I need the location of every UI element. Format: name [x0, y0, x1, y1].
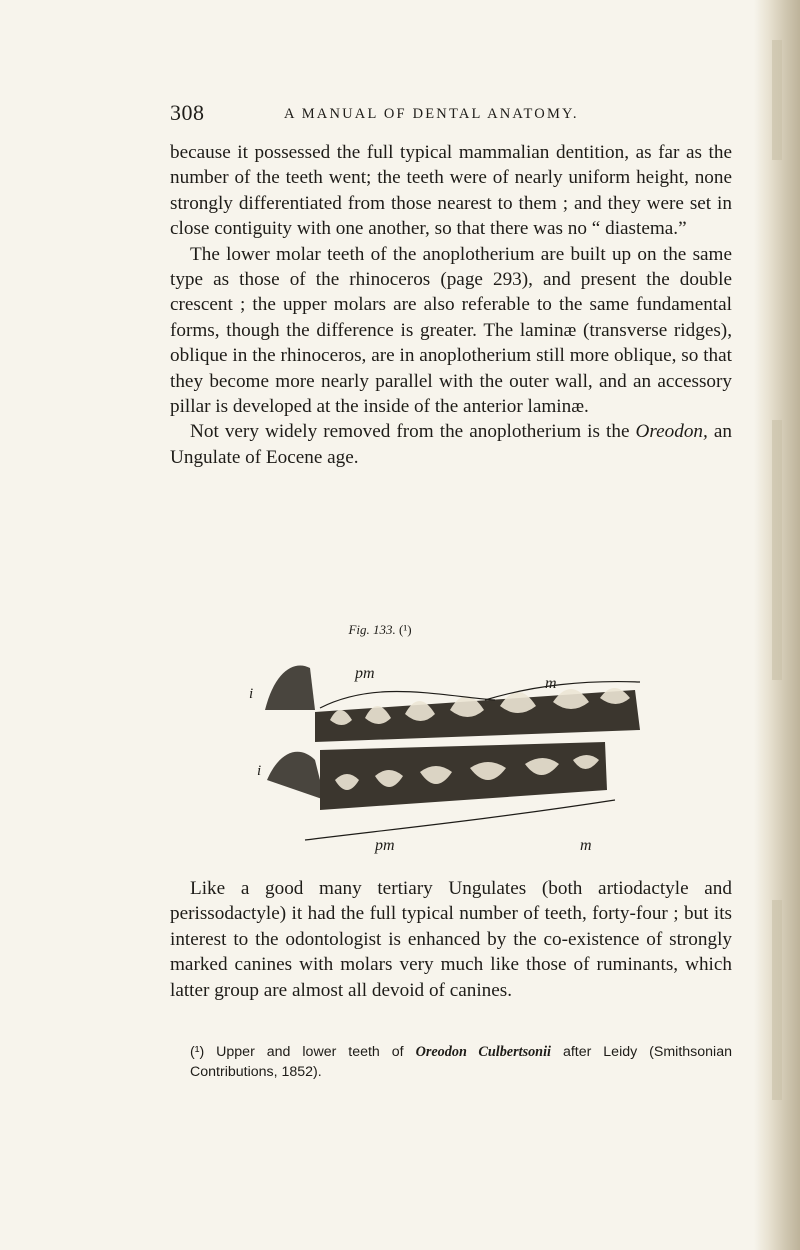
- page-edge-shadow: [754, 0, 800, 1250]
- label-upper-molar: m: [545, 675, 557, 692]
- footnote-text: Upper and lower teeth of: [216, 1044, 404, 1060]
- footnote: [190, 1042, 732, 1082]
- genus-name: Oreodon,: [635, 421, 708, 443]
- edge-stripe: [772, 420, 782, 680]
- footnote-text: after Leidy (Smithsonian Contributions, 1852).: [190, 1044, 732, 1080]
- figure-caption: [0, 622, 760, 638]
- edge-stripe: [772, 900, 782, 1100]
- species-name: Oreodon Culbertsonii: [415, 1044, 551, 1060]
- paragraph: [170, 419, 732, 470]
- page-number: 308: [170, 100, 205, 125]
- body-text-lower: [170, 876, 732, 1003]
- body-text-upper: [170, 140, 732, 470]
- label-lower-premolar: pm: [375, 837, 395, 854]
- paragraph: Like a good many tertiary Ungulates (both artiodactyle and perissodactyle) it had the full typical number of teeth, forty-four ; but its interest to the odontologist is enhanced by the co-existence of strongly marked canines with molars very much like those of ruminants, which latter group are almost all devoid of canines.: [170, 878, 732, 1001]
- label-lower-incisor: i: [257, 763, 262, 779]
- paragraph: The lower molar teeth of the anoplotherium are built up on the same type as those of the rhinoceros (page 293), and present the double crescent ; the upper molars are also referable to the same fundamental forms, though the difference is greater. The laminæ (transverse ridges), oblique in the rhinoceros, are in anoplotherium still more oblique, so that they become more nearly parallel with the outer wall, and an accessory pillar is developed at the inside of the anterior laminæ.: [170, 243, 732, 418]
- paragraph-text: an Ungulate of Eocene age.: [170, 421, 732, 468]
- paragraph-text: Not very widely removed from the anoplotherium is the: [190, 421, 630, 443]
- upper-incisor-shape: [265, 665, 315, 710]
- label-upper-incisor: i: [249, 686, 254, 702]
- teeth-illustration: [235, 650, 665, 865]
- running-head: A MANUAL OF DENTAL ANATOMY.: [284, 106, 579, 122]
- footnote-marker: (¹): [190, 1044, 205, 1060]
- figure-caption-note: (¹): [399, 622, 412, 637]
- paragraph: because it possessed the full typical mammalian dentition, as far as the number of the teeth went; the teeth were of nearly uniform height, none strongly differentiated from those nearest to them ; and they were set in close contiguity with one another, so that there was no “ diastema.”: [170, 142, 732, 240]
- label-upper-premolar: pm: [355, 665, 375, 682]
- figure-caption-label: Fig. 133.: [348, 622, 396, 637]
- label-lower-molar: m: [580, 837, 592, 854]
- edge-stripe: [772, 40, 782, 160]
- lower-incisor-shape: [267, 752, 325, 800]
- lower-tooth-row: [320, 742, 607, 810]
